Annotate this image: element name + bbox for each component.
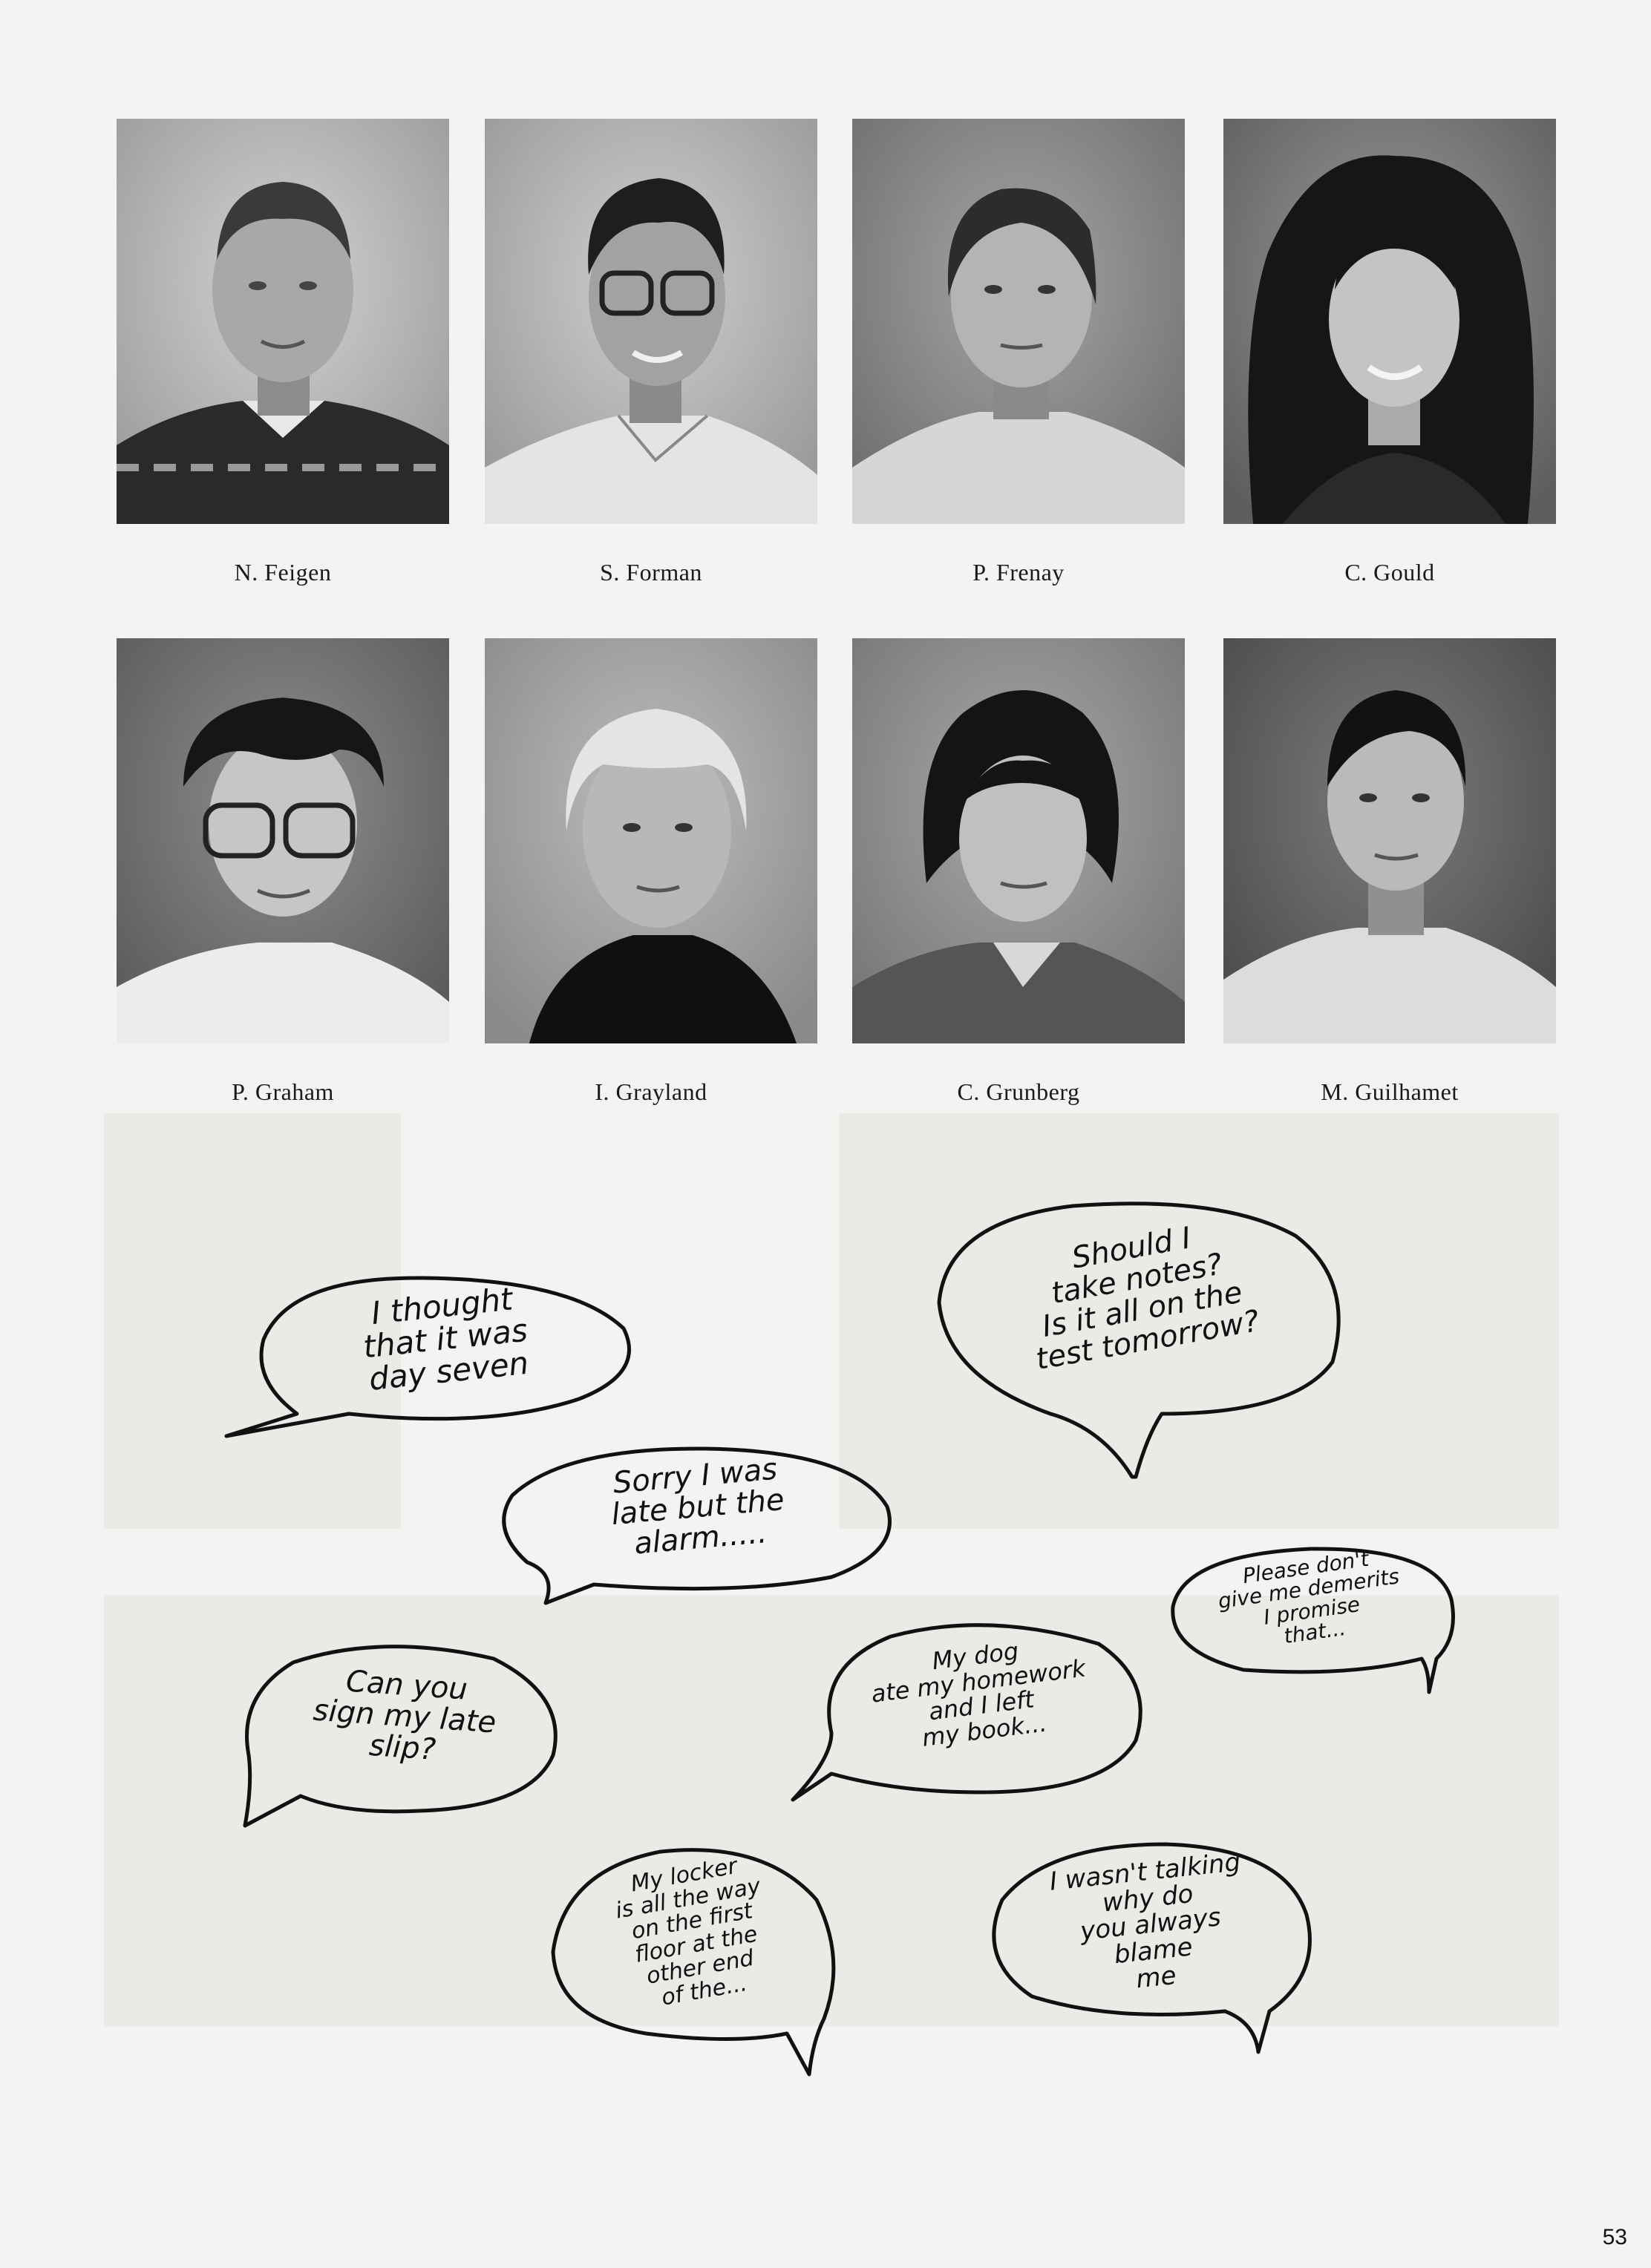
portrait-photo [852, 119, 1185, 524]
faculty-name-caption: P. Graham [232, 1078, 334, 1105]
speech-bubble-text: Sorry I was late but the alarm..... [609, 1452, 786, 1561]
portrait-photo [485, 119, 817, 524]
speech-bubble-text: Can you sign my late slip? [312, 1664, 497, 1767]
faculty-name-caption: P. Frenay [972, 559, 1065, 586]
faculty-name-caption: C. Grunberg [957, 1078, 1080, 1105]
speech-bubble [234, 1636, 575, 1829]
portrait-photo [852, 638, 1185, 1043]
speech-bubble-text: I thought that it was day seven [361, 1280, 531, 1398]
portrait-photo [117, 638, 449, 1043]
portrait-photo [1223, 119, 1556, 524]
speech-bubble-text: I wasn't talking why do you always blame me [1048, 1847, 1242, 1995]
speech-bubble [1162, 1540, 1459, 1696]
speech-bubble-text: My locker is all the way on the first floor at the other end of the... [613, 1852, 763, 2011]
faculty-name-caption: N. Feigen [234, 559, 332, 586]
faculty-name-caption: I. Grayland [595, 1078, 707, 1105]
speech-bubble-text: Please don't give me demerits I promise that... [1216, 1546, 1402, 1649]
page-number: 53 [1602, 2225, 1627, 2249]
speech-bubble-text: My dog ate my homework and I left my book... [869, 1636, 1088, 1752]
speech-bubble [223, 1269, 638, 1447]
portrait-photo [485, 638, 817, 1043]
faculty-name-caption: M. Guilhamet [1321, 1078, 1459, 1105]
speech-bubble [787, 1614, 1158, 1807]
portrait-photo [117, 119, 449, 524]
speech-bubble [483, 1440, 898, 1610]
faculty-name-caption: S. Forman [600, 559, 702, 586]
portrait-photo [1223, 638, 1556, 1043]
speech-bubble [972, 1833, 1321, 2056]
speech-bubble [924, 1191, 1347, 1488]
speech-bubble-text: Should I take notes? Is it all on the test tomorrow? [1033, 1221, 1262, 1377]
faculty-name-caption: C. Gould [1344, 559, 1435, 586]
speech-bubble [542, 1841, 854, 2078]
